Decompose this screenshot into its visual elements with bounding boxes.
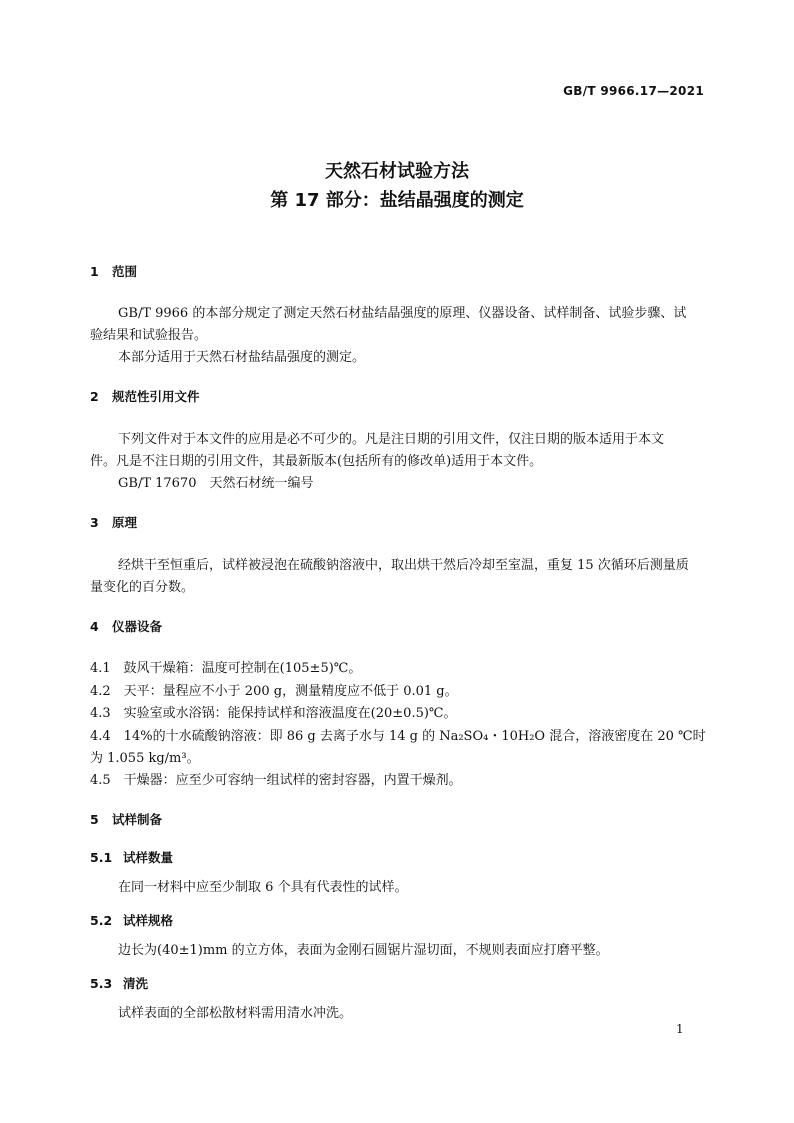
paragraph: 边长为(40±1)mm 的立方体，表面为金刚石圆锯片湿切面，不规则表面应打磨平整。 xyxy=(118,943,609,958)
subsection-heading-5-3 xyxy=(90,974,148,992)
paragraph: 下列文件对于本文件的应用是必不可少的。凡是注日期的引用文件，仅注日期的版本适用于本文 xyxy=(118,432,665,447)
paragraph: GB/T 9966 的本部分规定了测定天然石材盐结晶强度的原理、仪器设备、试样制备、试验步骤、试 xyxy=(118,306,687,321)
subsection-number: 5.2 xyxy=(90,913,113,928)
section-title: 范围 xyxy=(112,264,138,279)
paragraph: 试样表面的全部松散材料需用清水冲洗。 xyxy=(118,1006,353,1021)
paragraph: 本部分适用于天然石材盐结晶强度的测定。 xyxy=(118,350,366,365)
list-item: 4.3 实验室或水浴锅：能保持试样和溶液温度在(20±0.5)℃。 xyxy=(90,706,457,721)
subsection-number: 5.3 xyxy=(90,976,113,991)
subsection-title: 试样规格 xyxy=(123,913,174,928)
section-number: 5 xyxy=(90,812,99,827)
list-item: 4.2 天平：量程应不小于 200 g，测量精度应不低于 0.01 g。 xyxy=(90,684,458,699)
section-title: 仪器设备 xyxy=(112,619,163,634)
paragraph: 验结果和试验报告。 xyxy=(90,328,208,343)
subsection-title: 试样数量 xyxy=(123,850,174,865)
subsection-heading-5-2 xyxy=(90,911,173,929)
section-heading-1 xyxy=(90,262,137,280)
list-item-continuation: 为 1.055 kg/m³。 xyxy=(90,751,200,766)
paragraph: 件。凡是不注日期的引用文件，其最新版本(包括所有的修改单)适用于本文件。 xyxy=(90,454,543,469)
section-number: 1 xyxy=(90,264,99,279)
paragraph: 经烘干至恒重后，试样被浸泡在硫酸钠溶液中，取出烘干然后冷却至室温，重复 15 次循环后测量质 xyxy=(118,558,689,573)
subsection-title: 清洗 xyxy=(123,976,149,991)
document-title-line2: 第 17 部分：盐结晶强度的测定 xyxy=(270,190,524,211)
section-title: 规范性引用文件 xyxy=(112,389,200,404)
section-number: 4 xyxy=(90,619,99,634)
paragraph: 在同一材料中应至少制取 6 个具有代表性的试样。 xyxy=(118,880,408,895)
section-heading-2 xyxy=(90,387,200,405)
section-title: 原理 xyxy=(112,515,138,530)
subsection-number: 5.1 xyxy=(90,850,113,865)
section-heading-4 xyxy=(90,617,162,635)
list-item: 4.4 14%的十水硫酸钠溶液：即 86 g 去离子水与 14 g 的 Na₂SO₄・10H₂O 混合，溶液密度在 20 ℃时 xyxy=(90,729,706,744)
document-title-line1: 天然石材试验方法 xyxy=(325,161,469,182)
section-number: 3 xyxy=(90,515,99,530)
section-title: 试样制备 xyxy=(112,812,163,827)
section-number: 2 xyxy=(90,389,99,404)
normative-reference: GB/T 17670 天然石材统一编号 xyxy=(118,476,314,491)
section-heading-5 xyxy=(90,810,162,828)
paragraph: 量变化的百分数。 xyxy=(90,580,195,595)
standard-number: GB/T 9966.17—2021 xyxy=(563,84,704,98)
section-heading-3 xyxy=(90,513,137,531)
subsection-heading-5-1 xyxy=(90,848,173,866)
list-item: 4.5 干燥器：应至少可容纳一组试样的密封容器，内置干燥剂。 xyxy=(90,773,462,788)
page-number: 1 xyxy=(676,1022,684,1036)
list-item: 4.1 鼓风干燥箱：温度可控制在(105±5)℃。 xyxy=(90,661,362,676)
